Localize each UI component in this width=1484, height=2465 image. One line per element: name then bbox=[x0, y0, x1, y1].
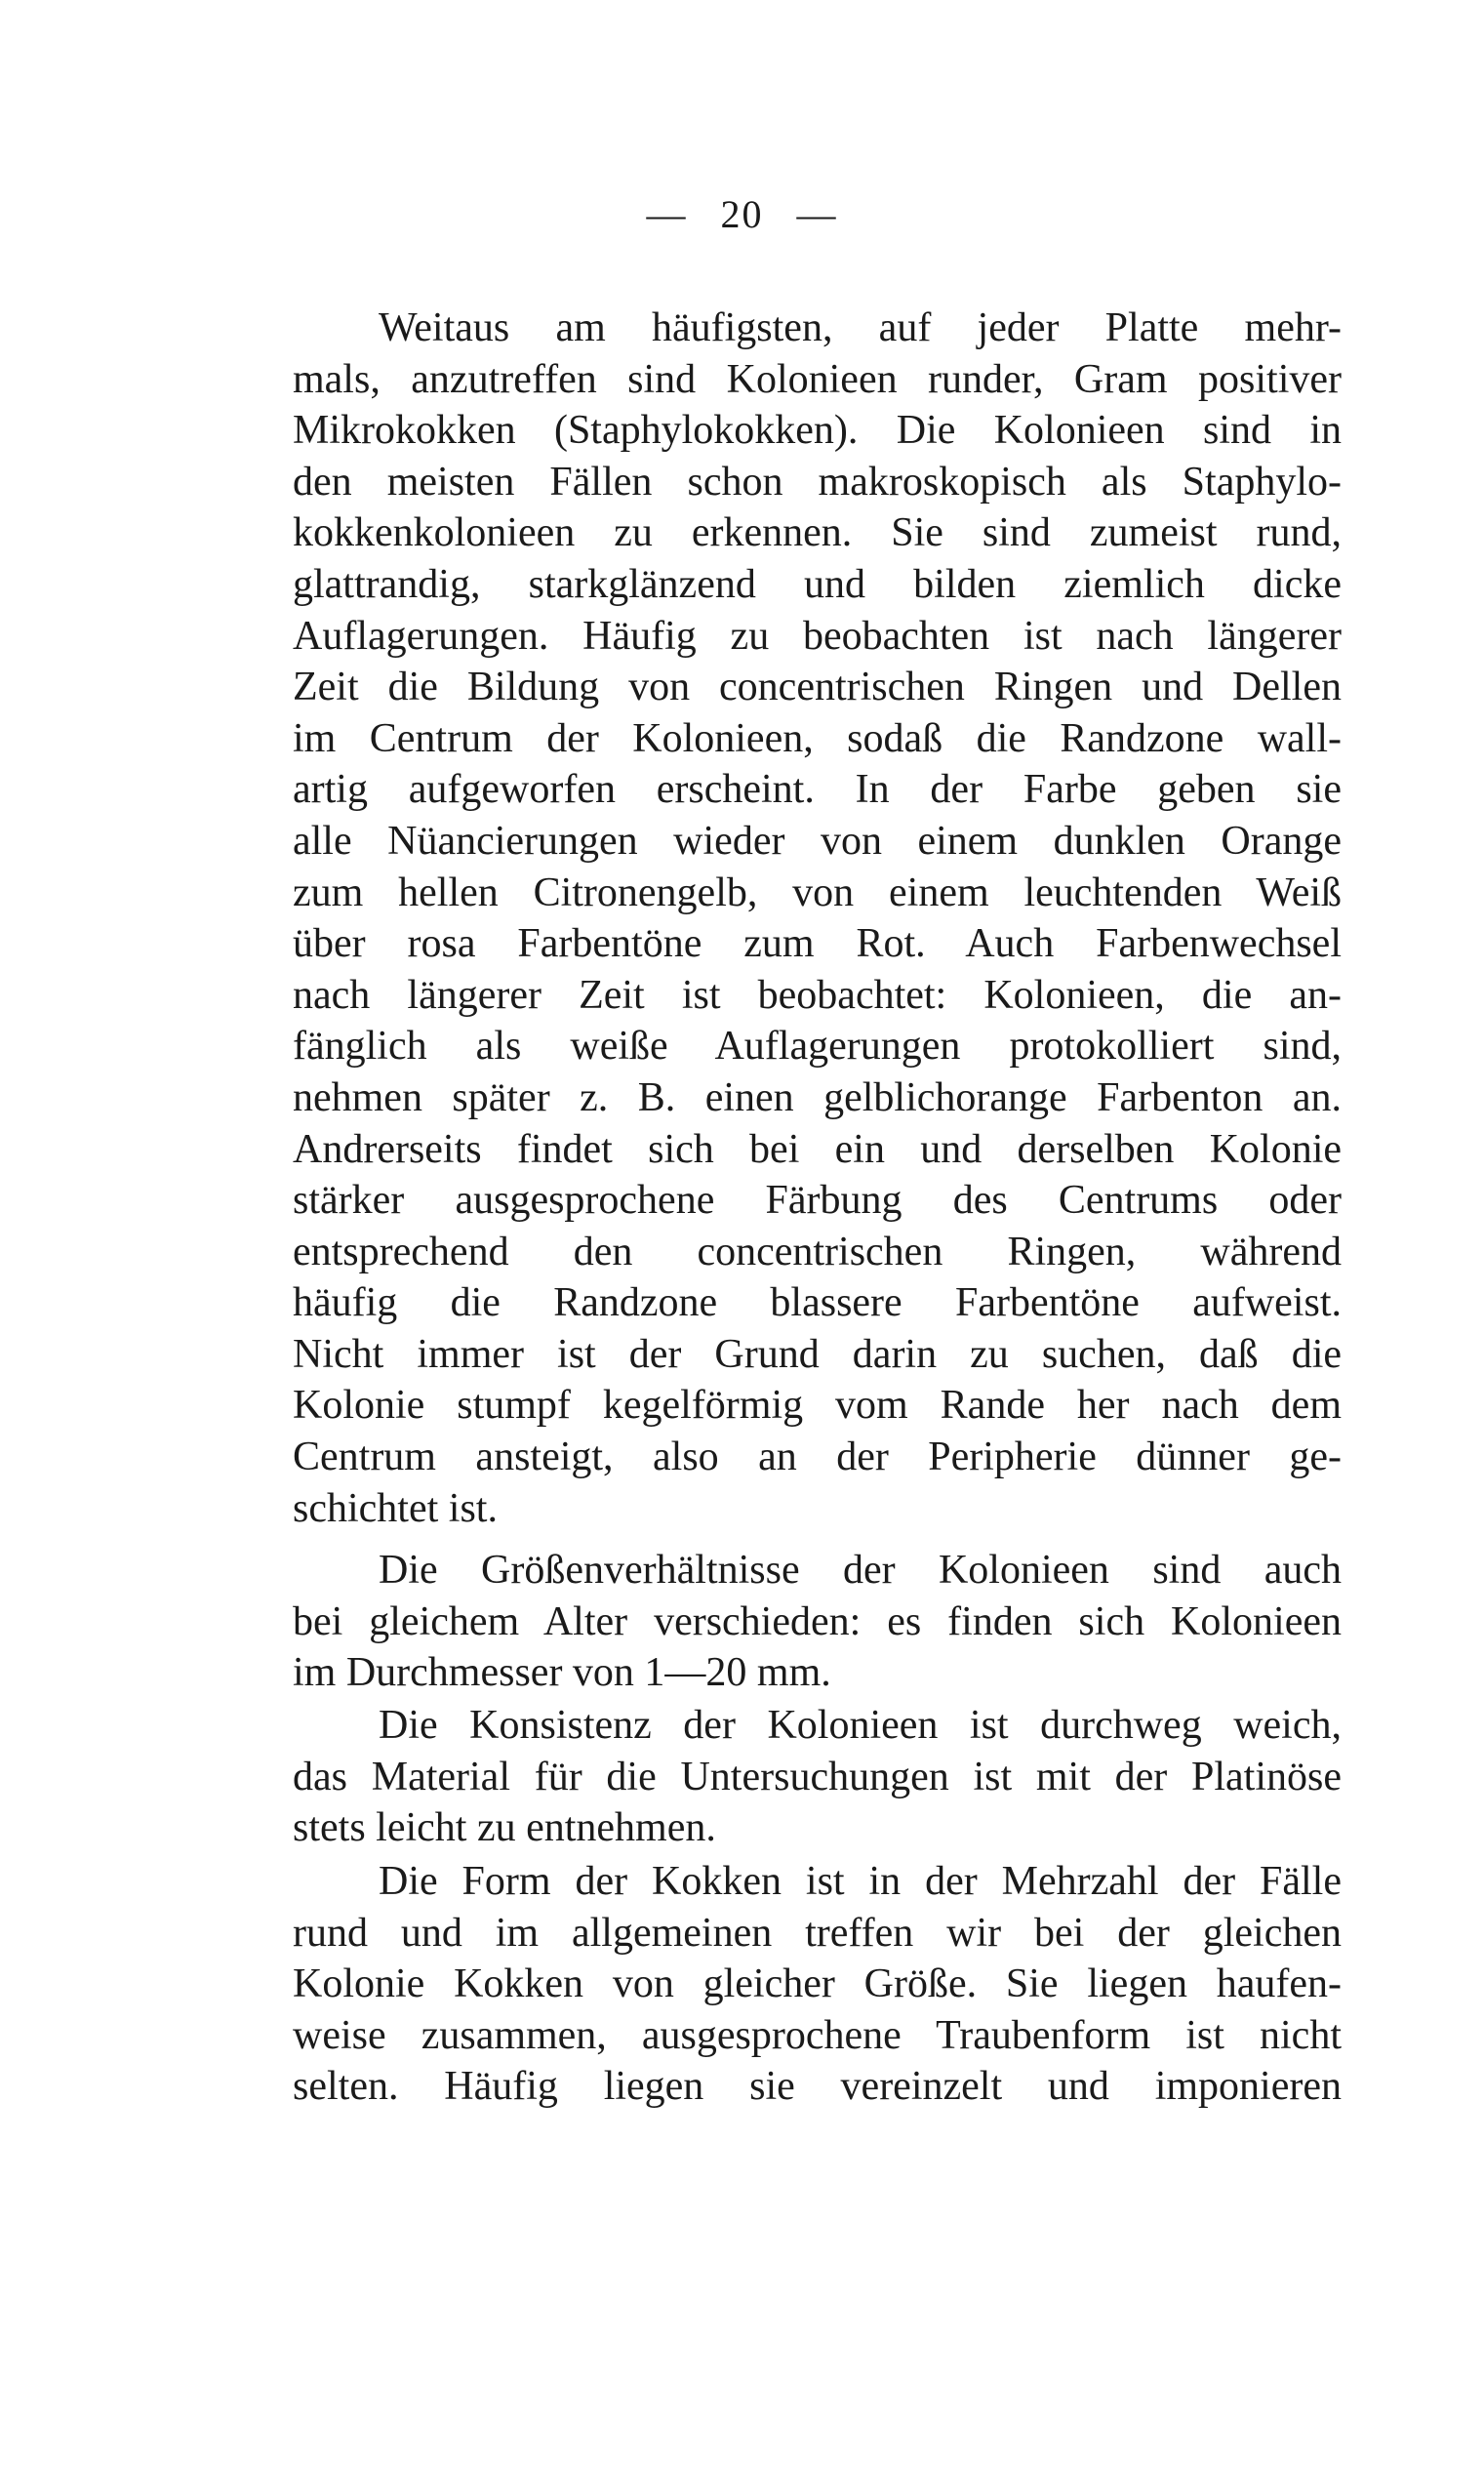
text-line: das Material für die Untersuchungen ist mit der Platinöse bbox=[293, 1754, 1342, 1799]
text-line: nehmen später z. B. einen gelblichorange Farbenton an. bbox=[293, 1074, 1342, 1120]
text-line: stets leicht zu entnehmen. bbox=[293, 1805, 716, 1851]
text-line: im Durchmesser von 1—20 mm. bbox=[293, 1650, 831, 1696]
page-number-prefix: — bbox=[646, 192, 688, 236]
text-line: entsprechend den concentrischen Ringen, während bbox=[293, 1229, 1342, 1274]
text-line: den meisten Fällen schon makroskopisch als Staphylo- bbox=[293, 459, 1342, 505]
text-line: Weitaus am häufigsten, auf jeder Platte mehr- bbox=[379, 305, 1342, 350]
text-line: Mikrokokken (Staphylokokken). Die Kolonieen sind in bbox=[293, 408, 1342, 454]
text-line: Auflagerungen. Häufig zu beobachten ist nach längerer bbox=[293, 613, 1342, 659]
text-line: bei gleichem Alter verschieden: es finden sich Kolonieen bbox=[293, 1598, 1342, 1644]
text-line: Die Konsistenz der Kolonieen ist durchweg weich, bbox=[379, 1703, 1342, 1748]
text-line: selten. Häufig liegen sie vereinzelt und imponieren bbox=[293, 2064, 1342, 2110]
page-number-suffix: — bbox=[796, 192, 838, 236]
text-line: nach längerer Zeit ist beobachtet: Kolonieen, die an- bbox=[293, 972, 1342, 1018]
text-line: Kolonie stumpf kegelförmig vom Rande her nach dem bbox=[293, 1383, 1342, 1429]
text-line: schichtet ist. bbox=[293, 1485, 498, 1531]
text-line: artig aufgeworfen erscheint. In der Farbe geben sie bbox=[293, 767, 1342, 813]
text-line: zum hellen Citronengelb, von einem leuchtenden Weiß bbox=[293, 869, 1342, 915]
text-line: über rosa Farbentöne zum Rot. Auch Farbenwechsel bbox=[293, 921, 1342, 967]
text-line: alle Nüancierungen wieder von einem dunklen Orange bbox=[293, 818, 1342, 864]
paragraph-1 bbox=[293, 303, 1342, 1534]
text-line: Andrerseits findet sich bei ein und derselben Kolonie bbox=[293, 1126, 1342, 1172]
paragraph-3 bbox=[293, 1700, 1342, 1854]
text-line: glattrandig, starkglänzend und bilden ziemlich dicke bbox=[293, 561, 1342, 607]
text-line: fänglich als weiße Auflagerungen protokolliert sind, bbox=[293, 1024, 1342, 1070]
text-line: Centrum ansteigt, also an der Peripherie dünner ge- bbox=[293, 1435, 1342, 1480]
text-line: im Centrum der Kolonieen, sodaß die Randzone wall- bbox=[293, 715, 1342, 761]
text-line: Die Form der Kokken ist in der Mehrzahl der Fälle bbox=[379, 1859, 1342, 1904]
paragraph-2 bbox=[293, 1545, 1342, 1699]
text-line: häufig die Randzone blassere Farbentöne aufweist. bbox=[293, 1280, 1342, 1326]
text-line: rund und im allgemeinen treffen wir bei der gleichen bbox=[293, 1910, 1342, 1956]
text-line: Kolonie Kokken von gleicher Größe. Sie liegen haufen- bbox=[293, 1961, 1342, 2007]
text-line: Nicht immer ist der Grund darin zu suchen, daß die bbox=[293, 1331, 1342, 1377]
page-number-value: 20 bbox=[720, 192, 764, 236]
text-line: Zeit die Bildung von concentrischen Ringen und Dellen bbox=[293, 665, 1342, 710]
text-line: weise zusammen, ausgesprochene Traubenform ist nicht bbox=[293, 2012, 1342, 2058]
text-line: stärker ausgesprochene Färbung des Centrums oder bbox=[293, 1178, 1342, 1224]
paragraph-4 bbox=[293, 1856, 1342, 2113]
page-number bbox=[0, 191, 1484, 237]
text-line: mals, anzutreffen sind Kolonieen runder, Gram positiver bbox=[293, 356, 1342, 402]
text-line: Die Größenverhältnisse der Kolonieen sind auch bbox=[379, 1548, 1342, 1593]
text-line: kokkenkolonieen zu erkennen. Sie sind zumeist rund, bbox=[293, 510, 1342, 556]
